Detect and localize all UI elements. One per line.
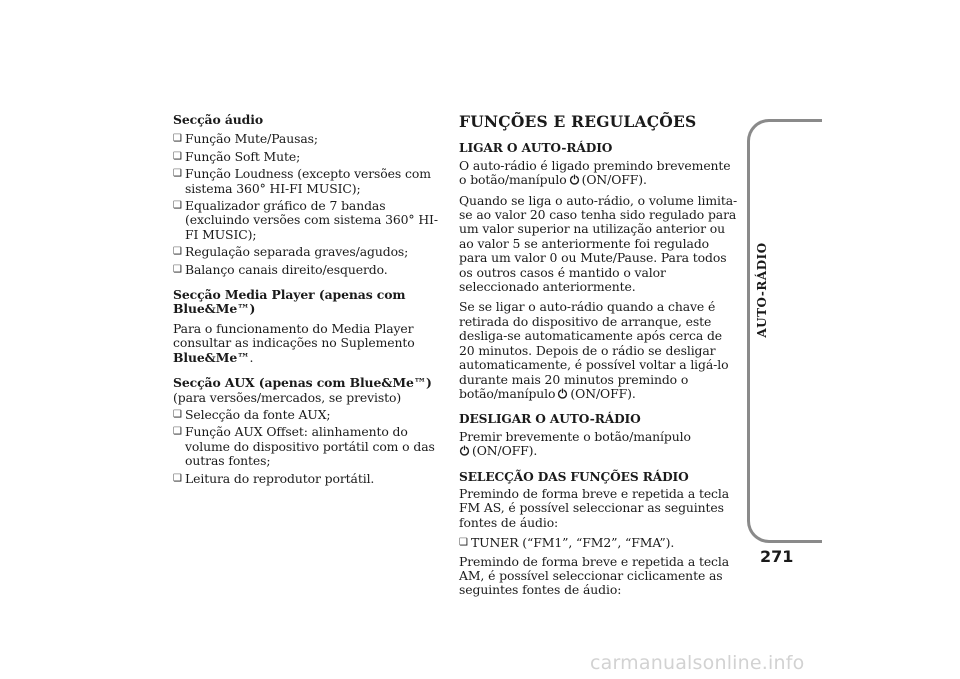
- list-item: ❑ Função AUX Offset: alinhamento do volume do dispositivo portátil com o das outras fontes;: [173, 425, 438, 468]
- list-item: ❑ Função Soft Mute;: [173, 150, 438, 164]
- on-off-label: (ON/OFF).: [472, 443, 538, 459]
- list-item: ❑ Equalizador gráfico de 7 bandas (excluindo versões com sistema 360° HI-FI MUSIC);: [173, 199, 438, 242]
- power-icon: [459, 445, 470, 456]
- blue-me-label: Blue&Me™: [173, 349, 250, 365]
- media-text: Para o funcionamento do Media Player consultar as indicações no Suplemento: [173, 320, 415, 351]
- power-on-paragraph-1: [459, 159, 739, 188]
- radio-functions-paragraph-2: Premindo de forma breve e repetida a tecla AM, é possível seleccionar ciclicamente as seguintes fontes de áudio:: [459, 553, 730, 598]
- aux-subtext: (para versões/mercados, se previsto): [173, 389, 402, 405]
- audio-feature-list: [173, 132, 438, 277]
- radio-functions-paragraph-1: Premindo de forma breve e repetida a tecla FM AS, é possível seleccionar as seguintes fontes de áudio:: [459, 485, 730, 530]
- right-column: [459, 113, 739, 604]
- power-on-title: LIGAR O AUTO-RÁDIO: [459, 141, 613, 156]
- aux-section-heading: Secção AUX (apenas com Blue&Me™): [173, 375, 432, 391]
- list-item: ❑ Leitura do reprodutor portátil.: [173, 472, 438, 486]
- power-on-paragraph-2: Quando se liga o auto-rádio, o volume limita-se ao valor 20 caso tenha sido regulado para um valor superior na utilização anterior ou ao valor 5 se anteriormente foi regulado para um valor 0 ou Mute/Pause. Para todos os outros casos é mantido o valor seleccionado anteriormente.: [459, 192, 738, 295]
- list-item: ❑ TUNER (“FM1”, “FM2”, “FMA”).: [459, 536, 739, 550]
- auto-off-text: Se se ligar o auto-rádio quando a chave é retirada do dispositivo de arranque, este desliga-se automaticamente após cerca de 20 minutos. Depois de o rádio se desligar automaticamente, é possível voltar a ligá-lo durante mais 20 minutos premindo o botão/manípulo: [459, 299, 729, 401]
- left-column: [173, 113, 438, 489]
- power-on-paragraph-3: [459, 300, 739, 401]
- watermark: carmanualsonline.info: [590, 652, 805, 674]
- page-number: 271: [760, 547, 794, 566]
- aux-feature-list: [173, 408, 438, 486]
- list-item: ❑ Função Mute/Pausas;: [173, 132, 438, 146]
- list-item: ❑ Função Loudness (excepto versões com sistema 360° HI-FI MUSIC);: [173, 167, 438, 196]
- media-text-end: .: [249, 349, 254, 365]
- audio-section-heading: Secção áudio: [173, 112, 263, 127]
- power-icon: [569, 174, 580, 185]
- media-player-heading: Secção Media Player (apenas com Blue&Me™): [173, 287, 406, 317]
- media-player-text: [173, 322, 438, 365]
- chapter-tab-label: AUTO-RÁDIO: [755, 242, 769, 338]
- list-item: ❑ Balanço canais direito/esquerdo.: [173, 263, 438, 277]
- power-icon: [557, 388, 568, 399]
- power-off-paragraph: [459, 430, 739, 459]
- on-off-label: (ON/OFF).: [570, 385, 636, 401]
- list-item: ❑ Selecção da fonte AUX;: [173, 408, 438, 422]
- on-off-label: (ON/OFF).: [581, 172, 647, 188]
- radio-functions-title: SELECÇÃO DAS FUNÇÕES RÁDIO: [459, 469, 689, 484]
- power-off-title: DESLIGAR O AUTO-RÁDIO: [459, 412, 641, 427]
- power-on-text: O auto-rádio é ligado premindo brevemente o botão/manípulo: [459, 157, 731, 188]
- power-off-text: Premir brevemente o botão/manípulo: [459, 428, 691, 444]
- list-item: ❑ Regulação separada graves/agudos;: [173, 245, 438, 259]
- section-title: FUNÇÕES E REGULAÇÕES: [459, 112, 697, 131]
